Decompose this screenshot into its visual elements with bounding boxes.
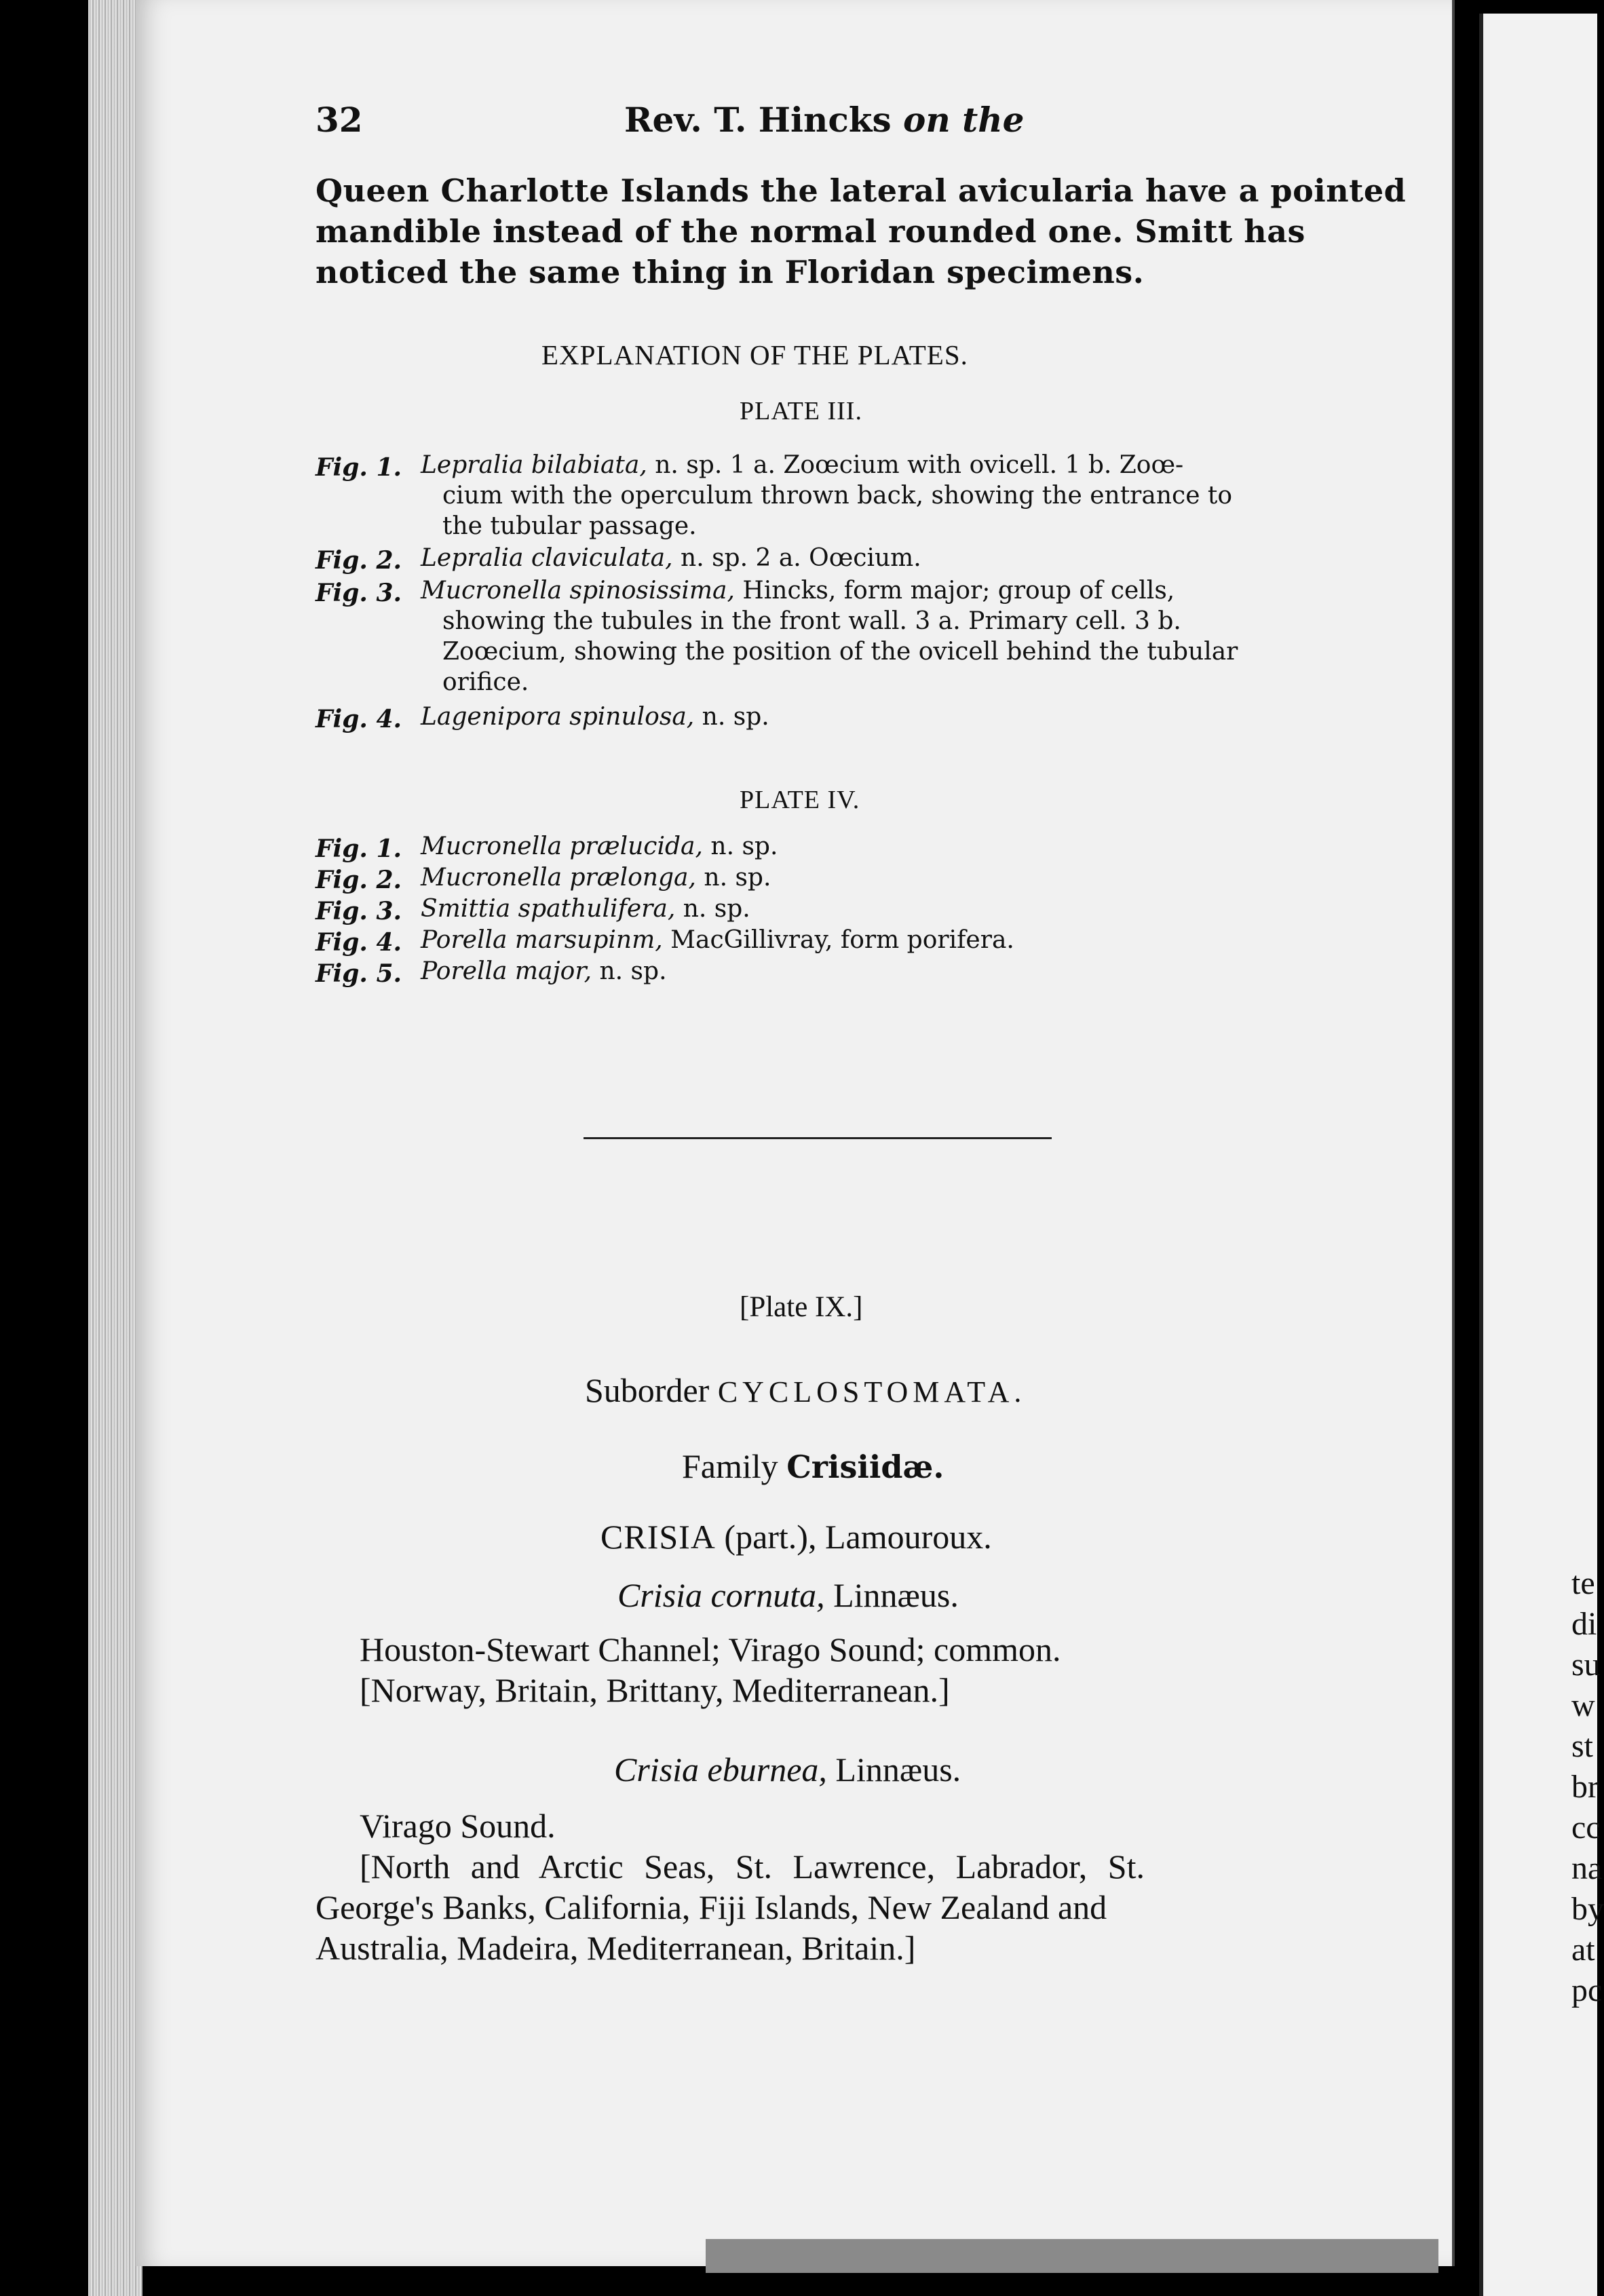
- plate-ix-note: [Plate IX.]: [740, 1291, 863, 1323]
- distribution-line: George's Banks, California, Fiji Islands, New Zealand and: [316, 1888, 1107, 1926]
- figure-caption-line: cium with the operculum thrown back, showing the entrance to: [442, 482, 1233, 510]
- suborder-name: CYCLOSTOMATA.: [717, 1375, 1027, 1409]
- figure-caption-line: Zoœcium, showing the position of the ovicell behind the tubular: [442, 638, 1238, 666]
- page-bottom-shadow: [706, 2239, 1438, 2273]
- species-name: Lagenipora spinulosa,: [421, 703, 695, 731]
- species-heading: Crisia eburnea, Linnæus.: [614, 1750, 961, 1788]
- species-name: Smittia spathulifera,: [421, 895, 676, 923]
- distribution-line: [North and Arctic Seas, St. Lawrence, Labrador, St.: [360, 1848, 1145, 1886]
- facing-text-fragment: st: [1571, 1728, 1594, 1764]
- figure-caption-line: Mucronella prælonga, n. sp.: [421, 864, 771, 892]
- figure-caption-line: orifice.: [442, 668, 529, 696]
- figure-caption-line: Smittia spathulifera, n. sp.: [421, 895, 750, 923]
- fig-label: Fig. 4.: [316, 928, 402, 957]
- section-divider: [584, 1137, 1052, 1139]
- figure-caption-line: Lagenipora spinulosa, n. sp.: [421, 703, 769, 731]
- intro-line: mandible instead of the normal rounded one. Smitt has: [316, 213, 1305, 250]
- distribution-line: Australia, Madeira, Mediterranean, Britain.]: [316, 1929, 916, 1967]
- figure-caption-line: Lepralia claviculata, n. sp. 2 a. Oœcium.: [421, 544, 921, 572]
- fig-label: Fig. 2.: [316, 866, 402, 894]
- intro-line: Queen Charlotte Islands the lateral avicularia have a pointed: [316, 172, 1407, 209]
- species-name: Porella marsupinm,: [421, 926, 663, 954]
- facing-text-fragment: at: [1571, 1932, 1595, 1968]
- suborder-heading: Suborder CYCLOSTOMATA.: [585, 1371, 1027, 1409]
- running-head-author: Rev. T. Hincks: [624, 100, 892, 140]
- plate-iii-heading: PLATE III.: [740, 397, 862, 425]
- figure-caption-line: showing the tubules in the front wall. 3 a. Primary cell. 3 b.: [442, 607, 1181, 635]
- running-head-italic: on the: [903, 100, 1025, 140]
- figure-caption-line: Porella major, n. sp.: [421, 957, 667, 985]
- facing-text-fragment: na: [1571, 1850, 1603, 1886]
- species-name: Mucronella spinosissima,: [421, 577, 735, 605]
- family-heading: Family Crisiidæ.: [682, 1447, 944, 1485]
- species-name: Porella major,: [421, 957, 592, 985]
- plate-iv-heading: PLATE IV.: [740, 786, 860, 814]
- fig-label: Fig. 1.: [316, 453, 402, 482]
- facing-text-fragment: br: [1571, 1769, 1599, 1805]
- family-name: Crisiidæ.: [786, 1449, 944, 1485]
- facing-page-fragment: [1479, 14, 1604, 2296]
- figure-caption-line: Porella marsupinm, MacGillivray, form porifera.: [421, 926, 1014, 954]
- species-name: Lepralia bilabiata,: [421, 451, 647, 479]
- fig-label: Fig. 4.: [316, 705, 402, 733]
- intro-line: noticed the same thing in Floridan specimens.: [316, 254, 1145, 290]
- species-name: Mucronella prælucida,: [421, 833, 703, 860]
- page-number: 32: [316, 100, 363, 140]
- figure-caption-line: Mucronella prælucida, n. sp.: [421, 833, 778, 860]
- genus-heading: CRISIA (part.), Lamouroux.: [600, 1518, 992, 1556]
- distribution-line: [Norway, Britain, Brittany, Mediterranean.]: [360, 1671, 950, 1709]
- fig-label: Fig. 5.: [316, 959, 402, 988]
- explanation-heading: EXPLANATION OF THE PLATES.: [541, 339, 968, 370]
- species-heading: Crisia cornuta, Linnæus.: [617, 1576, 959, 1614]
- facing-text-fragment: by: [1571, 1891, 1604, 1927]
- species-name: Crisia cornuta,: [617, 1576, 825, 1614]
- book-page-edges: [88, 0, 142, 2296]
- facing-text-fragment: cc: [1571, 1810, 1601, 1845]
- locality-line: Houston-Stewart Channel; Virago Sound; common.: [360, 1630, 1061, 1668]
- facing-text-fragment: su: [1571, 1647, 1601, 1683]
- locality-line: Virago Sound.: [360, 1807, 556, 1845]
- fig-label: Fig. 2.: [316, 546, 402, 575]
- genus-name: CRISIA: [600, 1518, 716, 1556]
- figure-caption-line: Mucronella spinosissima, Hincks, form major; group of cells,: [421, 577, 1175, 605]
- running-head: [624, 100, 1025, 140]
- fig-label: Fig. 3.: [316, 897, 402, 925]
- figure-caption-line: the tubular passage.: [442, 512, 697, 540]
- facing-text-fragment: w: [1571, 1687, 1595, 1723]
- figure-caption-line: Lepralia bilabiata, n. sp. 1 a. Zoœcium with ovicell. 1 b. Zoœ-: [421, 451, 1184, 479]
- fig-label: Fig. 1.: [316, 835, 402, 863]
- facing-text-fragment: te: [1571, 1565, 1595, 1601]
- species-name: Mucronella prælonga,: [421, 864, 696, 892]
- species-name: Lepralia claviculata,: [421, 544, 673, 572]
- fig-label: Fig. 3.: [316, 579, 402, 607]
- species-name: Crisia eburnea,: [614, 1750, 827, 1788]
- facing-text-fragment: pc: [1571, 1972, 1603, 2008]
- facing-text-fragment: di: [1571, 1606, 1597, 1642]
